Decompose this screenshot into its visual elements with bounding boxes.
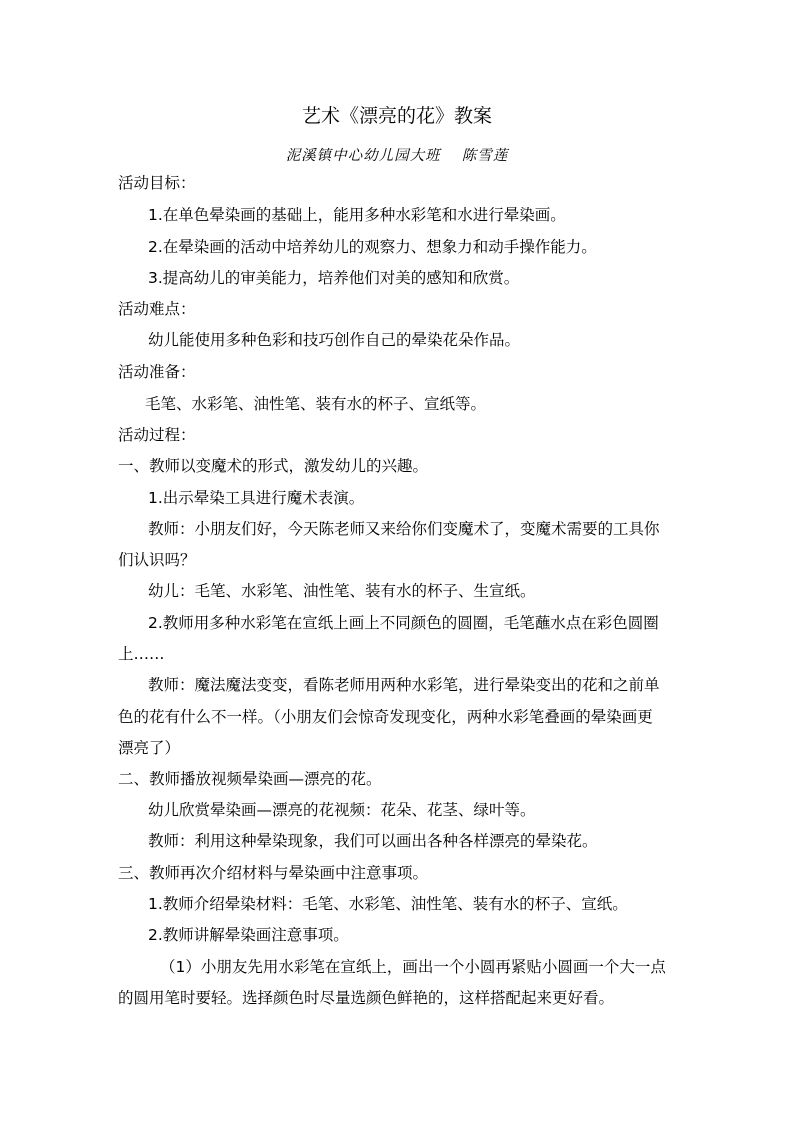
paragraph: 教师：小朋友们好，今天陈老师又来给你们变魔术了，变魔术需要的工具你 — [148, 520, 660, 538]
paragraph-continuation: 上…… — [118, 645, 165, 663]
page-title: 艺术《漂亮的花》教案 — [301, 105, 492, 127]
paragraph: 教师：利用这种晕染现象，我们可以画出各种各样漂亮的晕染花。 — [148, 832, 598, 850]
paragraph: 幼儿欣赏晕染画—漂亮的花视频：花朵、花茎、绿叶等。 — [148, 801, 536, 819]
section-heading-goals: 活动目标： — [118, 174, 196, 192]
paragraph: （1）小朋友先用水彩笔在宣纸上，画出一个小圆再紧贴小圆画一个大一点 — [160, 958, 666, 976]
paragraph: 1.教师介绍晕染材料：毛笔、水彩笔、油性笔、装有水的杯子、宣纸。 — [148, 895, 628, 913]
paragraph: 2.教师用多种水彩笔在宣纸上画上不同颜色的圆圈，毛笔蘸水点在彩色圆圈 — [148, 614, 659, 632]
paragraph-continuation: 们认识吗？ — [118, 551, 196, 569]
goal-item-2: 2.在晕染画的活动中培养幼儿的观察力、想象力和动手操作能力。 — [148, 238, 597, 256]
step-heading-3: 三、教师再次介绍材料与晕染画中注意事项。 — [118, 864, 429, 882]
paragraph-continuation: 的圆用笔时要轻。选择颜色时尽量选颜色鲜艳的，这样搭配起来更好看。 — [118, 989, 615, 1007]
goal-item-3: 3.提高幼儿的审美能力，培养他们对美的感知和欣赏。 — [148, 269, 520, 287]
step-heading-1: 一、教师以变魔术的形式，激发幼儿的兴趣。 — [118, 457, 429, 475]
paragraph: 幼儿能使用多种色彩和技巧创作自己的晕染花朵作品。 — [148, 331, 521, 349]
paragraph: 教师：魔法魔法变变，看陈老师用两种水彩笔，进行晕染变出的花和之前单 — [148, 676, 660, 694]
goal-item-1: 1.在单色晕染画的基础上，能用多种水彩笔和水进行晕染画。 — [148, 206, 566, 224]
paragraph-continuation: 色的花有什么不一样。（小朋友们会惊奇发现变化，两种水彩笔叠画的晕染画更 — [118, 708, 653, 726]
section-heading-process: 活动过程： — [118, 426, 196, 444]
author-line: 泥溪镇中心幼儿园大班 陈雪莲 — [285, 148, 509, 164]
section-heading-preparation: 活动准备： — [118, 363, 196, 381]
paragraph: 毛笔、水彩笔、油性笔、装有水的杯子、宣纸等。 — [145, 395, 487, 413]
paragraph: 2.教师讲解晕染画注意事项。 — [148, 926, 349, 944]
paragraph: 1.出示晕染工具进行魔术表演。 — [148, 489, 365, 507]
section-heading-difficulty: 活动难点： — [118, 300, 196, 318]
step-heading-2: 二、教师播放视频晕染画—漂亮的花。 — [118, 770, 382, 788]
paragraph-continuation: 漂亮了） — [118, 739, 181, 757]
paragraph: 幼儿：毛笔、水彩笔、油性笔、装有水的杯子、生宣纸。 — [148, 582, 536, 600]
